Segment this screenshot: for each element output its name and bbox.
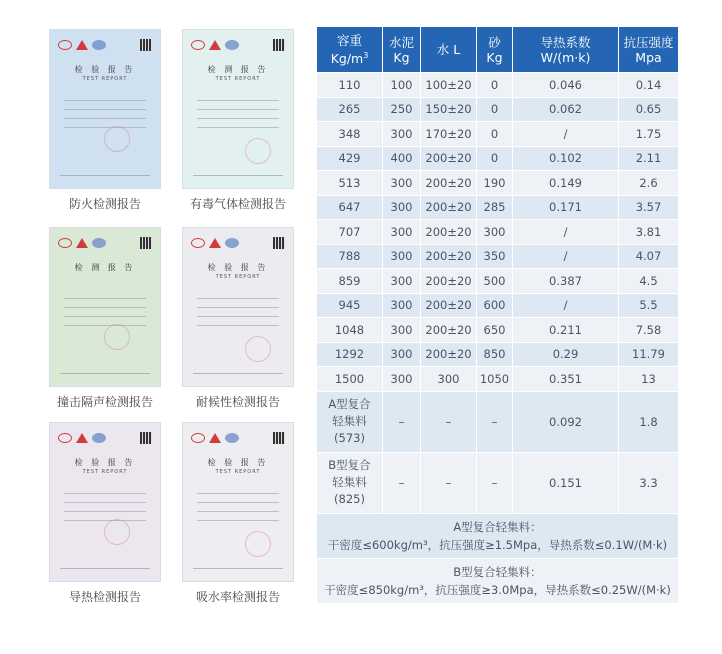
table-cell: 300 [383, 244, 421, 269]
table-cell: 0 [477, 97, 513, 122]
table-cell: 300 [383, 342, 421, 367]
table-cell: 348 [317, 122, 383, 147]
certification-logos [58, 236, 152, 250]
cma-logo-icon [191, 40, 205, 50]
table-cell: – [421, 391, 477, 452]
table-cell: 300 [383, 293, 421, 318]
table-cell: 300 [383, 122, 421, 147]
column-header-unit: Kg/m [330, 51, 364, 67]
triangle-logo-icon [209, 238, 221, 248]
table-cell: 11.79 [619, 342, 679, 367]
table-cell: 7.58 [619, 318, 679, 343]
certificate-text-lines [64, 298, 146, 334]
certificate-footer-line [60, 175, 150, 176]
column-header-label: 抗压强度 [623, 34, 674, 50]
certificate-text-lines [197, 298, 279, 334]
column-header-unit: W/(m·k) [540, 49, 591, 65]
table-cell: 0.149 [513, 171, 619, 196]
table-cell: 300 [383, 220, 421, 245]
cnas-logo-icon [92, 433, 106, 443]
table-note: B型复合轻集料： 干密度≤850kg/m³，抗压强度≥3.0Mpa，导热系数≤0.25W/(M·k) [317, 558, 679, 603]
column-header-label: 容重 [336, 32, 362, 48]
table-cell: A型复合 轻集料 (573) [317, 391, 383, 452]
table-row [317, 122, 679, 147]
table-row [317, 318, 679, 343]
table-cell: – [421, 452, 477, 513]
certificate-subtitle: TEST REPORT [82, 76, 128, 82]
table-row [317, 244, 679, 269]
table-cell: 300 [383, 269, 421, 294]
table-cell: 707 [317, 220, 383, 245]
certificate-caption: 耐候性检测报告 [195, 395, 280, 409]
table-cell: 600 [477, 293, 513, 318]
certificate-image [49, 29, 161, 189]
table-cell: 788 [317, 244, 383, 269]
table-row [317, 195, 679, 220]
stamp-icon [245, 138, 271, 164]
table-cell: 200±20 [421, 269, 477, 294]
certificate-image [49, 227, 161, 387]
certificate-subtitle: TEST REPORT [82, 469, 128, 475]
table-cell: 200±20 [421, 171, 477, 196]
certificate-subtitle: TEST REPORT [215, 469, 261, 475]
qr-code-icon [273, 237, 285, 249]
cnas-logo-icon [225, 238, 239, 248]
table-row [317, 269, 679, 294]
stamp-icon [245, 336, 271, 362]
table-cell: 0.046 [513, 73, 619, 98]
qr-code-icon [140, 39, 152, 51]
table-cell: 650 [477, 318, 513, 343]
certificate-title: 检 验 报 告 [207, 263, 269, 272]
table-cell: 265 [317, 97, 383, 122]
certificate-item [182, 422, 294, 605]
table-cell: 0.29 [513, 342, 619, 367]
qr-code-icon [140, 237, 152, 249]
table-cell: 350 [477, 244, 513, 269]
table-cell: – [383, 391, 421, 452]
material-spec-table [316, 26, 679, 604]
certificate-item [182, 227, 294, 410]
stamp-icon [104, 126, 130, 152]
triangle-logo-icon [209, 40, 221, 50]
cnas-logo-icon [225, 40, 239, 50]
certificate-title: 检 验 报 告 [74, 65, 136, 74]
cnas-logo-icon [92, 238, 106, 248]
certificate-text-lines [64, 493, 146, 529]
table-cell: 1048 [317, 318, 383, 343]
certificate-subtitle: TEST REPORT [215, 274, 261, 280]
column-header-label: 水 L [436, 42, 461, 57]
certificate-item [49, 29, 161, 212]
table-cell: 5.5 [619, 293, 679, 318]
certificate-footer-line [60, 373, 150, 374]
table-row [317, 367, 679, 392]
table-cell: 0.14 [619, 73, 679, 98]
table-cell: 0 [477, 146, 513, 171]
column-header [619, 27, 679, 73]
column-header [513, 27, 619, 73]
table-cell: 0 [477, 73, 513, 98]
triangle-logo-icon [76, 40, 88, 50]
table-cell: 200±20 [421, 342, 477, 367]
certificate-caption: 防火检测报告 [68, 197, 141, 211]
table-cell: 0.151 [513, 452, 619, 513]
table-note-row [317, 513, 679, 558]
table-cell: 2.11 [619, 146, 679, 171]
table-cell: 2.6 [619, 171, 679, 196]
triangle-logo-icon [76, 433, 88, 443]
certificate-subtitle: TEST REPORT [215, 76, 261, 82]
table-note-row [317, 558, 679, 603]
table-cell: 190 [477, 171, 513, 196]
table-header-row [317, 27, 679, 73]
certification-logos [58, 38, 152, 52]
column-header-label: 导热系数 [540, 34, 591, 50]
column-header-label: 水泥 [388, 34, 414, 50]
certificate-title: 检 测 报 告 [207, 65, 269, 74]
table-cell: 400 [383, 146, 421, 171]
table-cell: 110 [317, 73, 383, 98]
column-header [421, 27, 477, 73]
certification-logos [191, 236, 285, 250]
cnas-logo-icon [92, 40, 106, 50]
qr-code-icon [140, 432, 152, 444]
table-cell: / [513, 293, 619, 318]
certificate-item [49, 422, 161, 605]
table-cell: 300 [383, 171, 421, 196]
cnas-logo-icon [225, 433, 239, 443]
qr-code-icon [273, 432, 285, 444]
column-header [383, 27, 421, 73]
table-cell: 647 [317, 195, 383, 220]
table-cell: 200±20 [421, 244, 477, 269]
column-header-label: 砂 [488, 34, 501, 50]
triangle-logo-icon [76, 238, 88, 248]
table-cell: 1.8 [619, 391, 679, 452]
stamp-icon [104, 324, 130, 350]
column-header-unit: Kg [393, 49, 410, 65]
table-cell: 1.75 [619, 122, 679, 147]
certificate-title: 检 验 报 告 [74, 458, 136, 467]
table-row [317, 293, 679, 318]
cma-logo-icon [58, 40, 72, 50]
certification-logos [58, 431, 152, 445]
certification-logos [191, 38, 285, 52]
table-cell: 170±20 [421, 122, 477, 147]
table-cell: 100±20 [421, 73, 477, 98]
table-cell: / [513, 122, 619, 147]
table-cell: 4.5 [619, 269, 679, 294]
table-cell: 200±20 [421, 318, 477, 343]
table-cell: 0.171 [513, 195, 619, 220]
column-header-unit: Kg [486, 49, 503, 65]
table-cell: 100 [383, 73, 421, 98]
certificate-image [49, 422, 161, 582]
column-header [477, 27, 513, 73]
table-cell: 200±20 [421, 195, 477, 220]
table-cell: 300 [383, 318, 421, 343]
certificate-item [182, 29, 294, 212]
table-cell: 500 [477, 269, 513, 294]
certificate-footer-line [193, 175, 283, 176]
table-cell: 859 [317, 269, 383, 294]
table-row [317, 97, 679, 122]
certificate-footer-line [60, 568, 150, 569]
table-cell: 200±20 [421, 146, 477, 171]
table-cell: 200±20 [421, 293, 477, 318]
certificate-image [182, 29, 294, 189]
certificate-title: 检 验 报 告 [207, 458, 269, 467]
qr-code-icon [273, 39, 285, 51]
table-cell: 13 [619, 367, 679, 392]
table-cell: 513 [317, 171, 383, 196]
table-cell: 429 [317, 146, 383, 171]
table-cell: 285 [477, 195, 513, 220]
table-row [317, 220, 679, 245]
cma-logo-icon [58, 238, 72, 248]
column-header-unit: Mpa [635, 49, 662, 65]
certificate-footer-line [193, 373, 283, 374]
certificate-text-lines [197, 100, 279, 136]
cma-logo-icon [191, 238, 205, 248]
certificate-text-lines [64, 100, 146, 136]
table-cell: – [477, 452, 513, 513]
table-cell: 3.3 [619, 452, 679, 513]
certificate-caption: 吸水率检测报告 [195, 590, 280, 604]
table-row [317, 391, 679, 452]
table-cell: 0.65 [619, 97, 679, 122]
table-cell: 0.387 [513, 269, 619, 294]
table-row [317, 73, 679, 98]
table-cell: 300 [383, 367, 421, 392]
table-row [317, 146, 679, 171]
triangle-logo-icon [209, 433, 221, 443]
table-cell: 200±20 [421, 220, 477, 245]
table-cell: 300 [477, 220, 513, 245]
table-cell: 150±20 [421, 97, 477, 122]
table-cell: / [513, 244, 619, 269]
table-cell: 3.81 [619, 220, 679, 245]
table-row [317, 342, 679, 367]
table-cell: 0.092 [513, 391, 619, 452]
table-cell: 250 [383, 97, 421, 122]
table-cell: 0.062 [513, 97, 619, 122]
table-cell: 850 [477, 342, 513, 367]
table-cell: 1050 [477, 367, 513, 392]
table-cell: 300 [383, 195, 421, 220]
table-cell: 1500 [317, 367, 383, 392]
table-cell: – [477, 391, 513, 452]
certificate-caption: 有毒气体检测报告 [189, 197, 286, 211]
column-header [317, 27, 383, 73]
stamp-icon [245, 531, 271, 557]
stamp-icon [104, 519, 130, 545]
certificate-image [182, 227, 294, 387]
table-cell: 300 [421, 367, 477, 392]
table-cell: 0.102 [513, 146, 619, 171]
table-cell: 3.57 [619, 195, 679, 220]
unit-superscript: 3 [363, 50, 369, 60]
table-cell: 0.351 [513, 367, 619, 392]
certificate-caption: 导热检测报告 [68, 590, 141, 604]
certificate-item [49, 227, 161, 410]
cma-logo-icon [191, 433, 205, 443]
table-row [317, 452, 679, 513]
table-note: A型复合轻集料： 干密度≤600kg/m³，抗压强度≥1.5Mpa，导热系数≤0.1W/(M·k) [317, 513, 679, 558]
cma-logo-icon [58, 433, 72, 443]
certificate-footer-line [193, 568, 283, 569]
certification-logos [191, 431, 285, 445]
certificate-caption: 撞击隔声检测报告 [56, 395, 153, 409]
table-cell: – [383, 452, 421, 513]
table-cell: 4.07 [619, 244, 679, 269]
table-cell: 1292 [317, 342, 383, 367]
table-cell: 0.211 [513, 318, 619, 343]
table-cell: B型复合 轻集料 (825) [317, 452, 383, 513]
table-row [317, 171, 679, 196]
certificate-image [182, 422, 294, 582]
table-cell: 0 [477, 122, 513, 147]
table-cell: / [513, 220, 619, 245]
table-cell: 945 [317, 293, 383, 318]
certificate-text-lines [197, 493, 279, 529]
certificate-title: 检 测 报 告 [74, 263, 136, 272]
